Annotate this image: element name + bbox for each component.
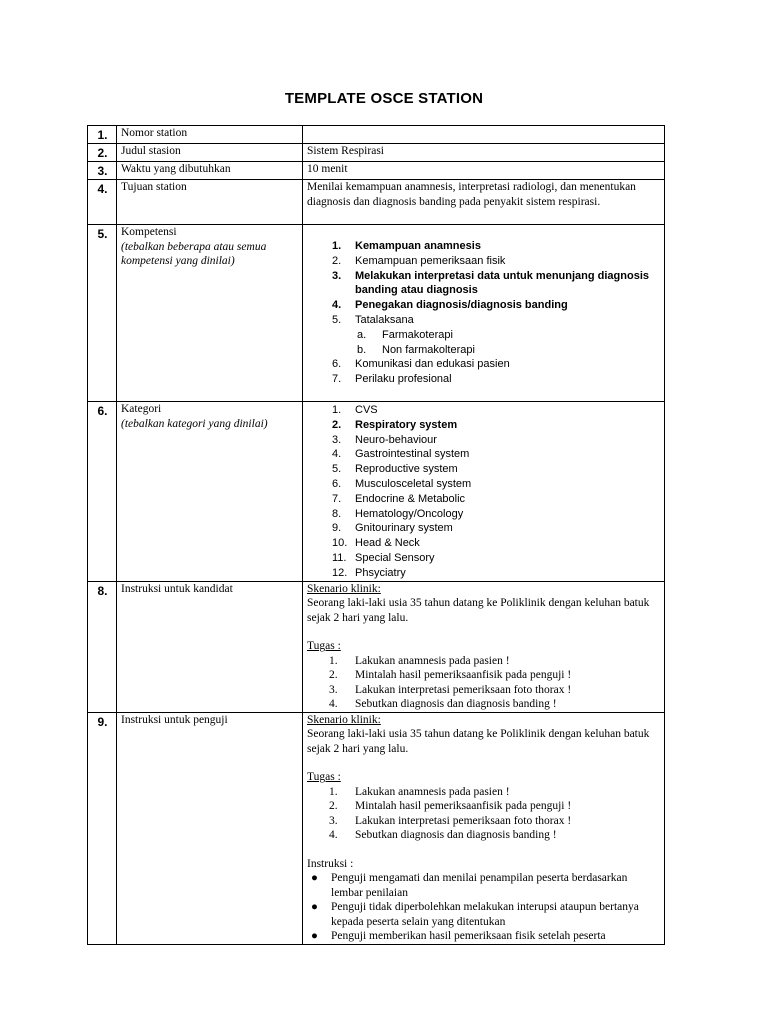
list-item: ● Penguji tidak diperbolehkan melakukan interupsi ataupun bertanya kepada peserta selain yang ditentukan bbox=[311, 901, 639, 928]
osce-table bbox=[87, 125, 665, 945]
row-value bbox=[303, 126, 665, 144]
list-item: 4. Sebutkan diagnosis dan diagnosis banding ! bbox=[329, 698, 557, 711]
list-item: 4. Sebutkan diagnosis dan diagnosis banding ! bbox=[329, 829, 557, 842]
skenario-label: Skenario klinik: bbox=[307, 713, 381, 726]
row-label bbox=[117, 225, 303, 402]
row-number: 8. bbox=[88, 581, 117, 712]
table-row bbox=[88, 225, 665, 402]
skenario-text: Seorang laki-laki usia 35 tahun datang ke Poliklinik dengan keluhan batuk sejak 2 hari yang lalu. bbox=[307, 728, 650, 755]
list-item: ● Penguji mengamati dan menilai penampilan peserta berdasarkan lembar penilaian bbox=[311, 872, 628, 899]
table-row bbox=[88, 162, 665, 180]
list-item: 9. Gnitourinary system bbox=[332, 522, 453, 535]
list-item: 6. Komunikasi dan edukasi pasien bbox=[332, 358, 510, 371]
list-item: 3. Neuro-behaviour bbox=[332, 433, 437, 446]
list-item: 8. Hematology/Oncology bbox=[332, 507, 464, 520]
list-item: 1. CVS bbox=[332, 404, 378, 416]
list-item: a. Farmakoterapi bbox=[357, 328, 453, 341]
list-item: 2. Kemampuan pemeriksaan fisik bbox=[332, 254, 506, 267]
kandidat-instruction-cell bbox=[303, 581, 665, 712]
skenario-text: Seorang laki-laki usia 35 tahun datang ke Poliklinik dengan keluhan batuk sejak 2 hari yang lalu. bbox=[307, 597, 650, 624]
kompetensi-list-cont bbox=[307, 357, 661, 387]
list-item: 1. Kemampuan anamnesis bbox=[332, 240, 481, 252]
list-item: 2. Respiratory system bbox=[332, 418, 458, 431]
spacer bbox=[307, 756, 661, 770]
row-number: 9. bbox=[88, 712, 117, 944]
table-row bbox=[88, 126, 665, 144]
row-number: 6. bbox=[88, 402, 117, 582]
skenario-label: Skenario klinik: bbox=[307, 582, 381, 595]
row-number: 5. bbox=[88, 225, 117, 402]
spacer bbox=[307, 843, 661, 857]
tugas-label: Tugas : bbox=[307, 640, 341, 653]
list-item: 6. Musculosceletal system bbox=[332, 477, 472, 490]
kategori-list bbox=[307, 403, 661, 581]
row-value: 10 menit bbox=[303, 162, 665, 180]
kompetensi-list bbox=[307, 239, 661, 328]
list-item: 3. Melakukan interpretasi data untuk menunjang diagnosis banding atau diagnosis bbox=[332, 269, 650, 297]
list-item: 2. Mintalah hasil pemeriksaanfisik pada penguji ! bbox=[329, 800, 572, 813]
table-row bbox=[88, 581, 665, 712]
tugas-list bbox=[307, 654, 661, 712]
list-item: 3. Lakukan interpretasi pemeriksaan foto thorax ! bbox=[329, 814, 572, 827]
kompetensi-sublist bbox=[307, 328, 661, 358]
table-row bbox=[88, 144, 665, 162]
row-value: Menilai kemampuan anamnesis, interpretasi radiologi, dan menentukan diagnosis dan diagnosis banding pada penyakit sistem respirasi. bbox=[303, 180, 665, 225]
table-row bbox=[88, 402, 665, 582]
row-label: Judul stasion bbox=[117, 144, 303, 162]
list-item: 11. Special Sensory bbox=[332, 551, 435, 564]
tugas-label: Tugas : bbox=[307, 771, 341, 784]
row-label: Instruksi untuk kandidat bbox=[117, 581, 303, 712]
row-number: 2. bbox=[88, 144, 117, 162]
list-item: 7. Endocrine & Metabolic bbox=[332, 492, 466, 505]
kategori-note: (tebalkan kategori yang dinilai) bbox=[121, 417, 268, 430]
list-item: 7. Perilaku profesional bbox=[332, 373, 452, 386]
list-item: 4. Gastrointestinal system bbox=[332, 448, 470, 461]
list-item: 5. Tatalaksana bbox=[332, 313, 414, 326]
document-title: TEMPLATE OSCE STATION bbox=[284, 90, 484, 107]
list-item: 12. Phsyciatry bbox=[332, 566, 406, 579]
bullet-icon: ● bbox=[311, 872, 318, 885]
row-number: 4. bbox=[88, 180, 117, 225]
list-item: 4. Penegakan diagnosis/diagnosis banding bbox=[332, 299, 568, 312]
list-item: b. Non farmakolterapi bbox=[357, 343, 475, 356]
row-number: 3. bbox=[88, 162, 117, 180]
row-value: Sistem Respirasi bbox=[303, 144, 665, 162]
row-number: 1. bbox=[88, 126, 117, 144]
tugas-list bbox=[307, 785, 661, 843]
kompetensi-note: (tebalkan beberapa atau semua kompetensi yang dinilai) bbox=[121, 240, 267, 267]
penguji-instruction-cell bbox=[303, 712, 665, 944]
row-label bbox=[117, 402, 303, 582]
list-item: 1. Lakukan anamnesis pada pasien ! bbox=[329, 654, 510, 667]
kompetensi-list-cell bbox=[303, 225, 665, 402]
table-row bbox=[88, 180, 665, 225]
row-label: Instruksi untuk penguji bbox=[117, 712, 303, 944]
kategori-label: Kategori bbox=[121, 403, 162, 415]
list-item: 10. Head & Neck bbox=[332, 537, 420, 550]
bullet-icon: ● bbox=[311, 901, 318, 914]
row-label: Tujuan station bbox=[117, 180, 303, 225]
kategori-list-cell bbox=[303, 402, 665, 582]
kompetensi-label: Kompetensi bbox=[121, 226, 177, 238]
list-item: 3. Lakukan interpretasi pemeriksaan foto thorax ! bbox=[329, 683, 572, 696]
table-row bbox=[88, 712, 665, 944]
list-item: 5. Reproductive system bbox=[332, 463, 458, 476]
list-item: 1. Lakukan anamnesis pada pasien ! bbox=[329, 785, 510, 798]
instruksi-label: Instruksi : bbox=[307, 857, 354, 870]
spacer bbox=[307, 625, 661, 639]
row-label: Nomor station bbox=[117, 126, 303, 144]
instruksi-list bbox=[307, 871, 661, 944]
list-item: ● Penguji memberikan hasil pemeriksaan fisik setelah peserta bbox=[311, 930, 606, 943]
list-item: 2. Mintalah hasil pemeriksaanfisik pada penguji ! bbox=[329, 669, 572, 682]
row-label: Waktu yang dibutuhkan bbox=[117, 162, 303, 180]
bullet-icon: ● bbox=[311, 930, 318, 943]
